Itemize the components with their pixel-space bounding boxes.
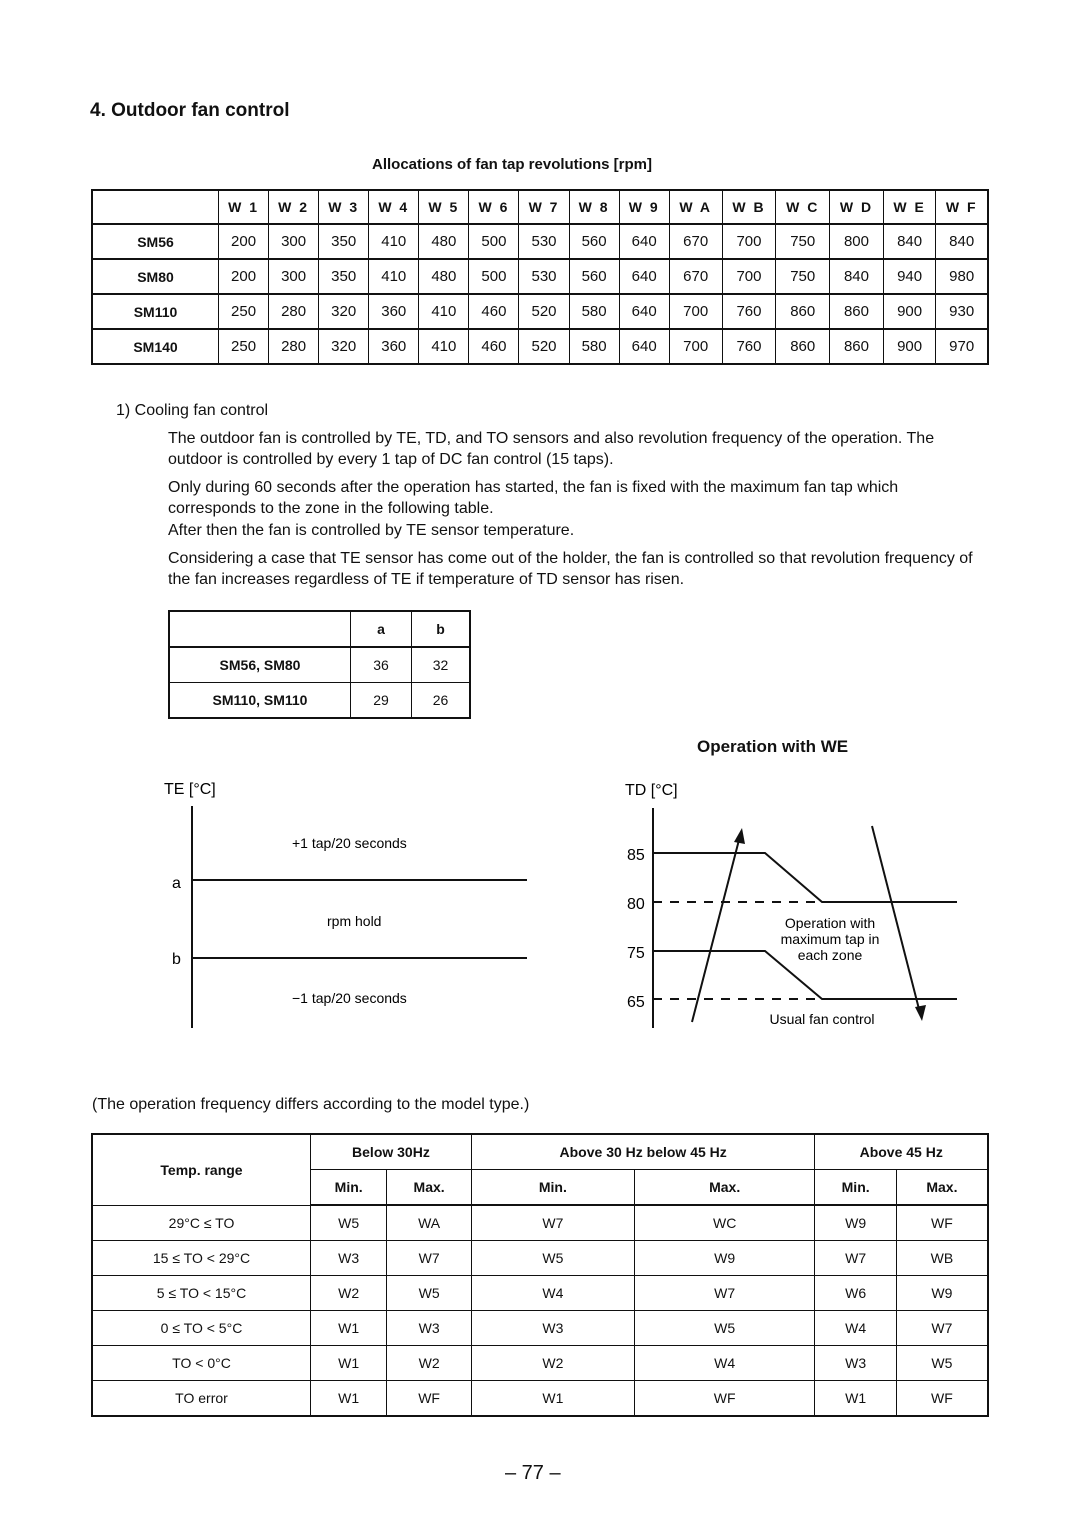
tap-header: W 1 [219, 190, 269, 224]
ab-row-b: 32 [412, 647, 471, 683]
tap-cell: 750 [776, 259, 830, 294]
td-tick-85: 85 [627, 847, 645, 864]
te-zone-hold: rpm hold [327, 913, 382, 929]
ab-row-a: 36 [351, 647, 412, 683]
tap-header: W C [776, 190, 830, 224]
cooling-heading: 1) Cooling fan control [116, 402, 269, 419]
freq-row [92, 1311, 988, 1346]
td-rise-arrowhead [734, 828, 745, 844]
tap-cell: 410 [369, 259, 419, 294]
tap-header: W 8 [569, 190, 619, 224]
tap-cell: 760 [722, 294, 776, 329]
tap-cell: 900 [883, 294, 936, 329]
freq-cell: W7 [471, 1205, 634, 1241]
band-header: Below 30Hz [311, 1134, 472, 1170]
freq-cell: W5 [311, 1205, 387, 1241]
tap-cell: 360 [369, 329, 419, 364]
tap-header: W 7 [519, 190, 569, 224]
freq-cell: W9 [815, 1205, 896, 1241]
tap-row [92, 224, 988, 259]
tap-cell: 930 [936, 294, 988, 329]
tap-cell: 640 [619, 329, 669, 364]
td-tick-65: 65 [627, 994, 645, 1011]
ab-header-a: a [351, 611, 412, 647]
tap-cell: 410 [369, 224, 419, 259]
tap-cell: 640 [619, 259, 669, 294]
freq-cell: W9 [896, 1276, 988, 1311]
te-axis-label: TE [°C] [164, 781, 216, 798]
freq-cell: WA [387, 1205, 472, 1241]
tap-cell: 250 [219, 294, 269, 329]
freq-cell: W3 [471, 1311, 634, 1346]
freq-range: 5 ≤ TO < 15°C [92, 1276, 311, 1311]
td-tick-75: 75 [627, 945, 645, 962]
tap-cell: 560 [569, 259, 619, 294]
ab-row-model: SM56, SM80 [169, 647, 351, 683]
tap-cell: 200 [219, 259, 269, 294]
tap-cell: 700 [722, 224, 776, 259]
tap-header: W 3 [319, 190, 369, 224]
tap-row-model: SM140 [92, 329, 219, 364]
freq-range: TO < 0°C [92, 1346, 311, 1381]
tap-header: W 9 [619, 190, 669, 224]
tap-row-model: SM56 [92, 224, 219, 259]
tap-cell: 560 [569, 224, 619, 259]
freq-cell: W1 [311, 1381, 387, 1417]
tap-cell: 410 [419, 329, 469, 364]
tap-header: W F [936, 190, 988, 224]
freq-cell: W7 [896, 1311, 988, 1346]
tap-cell: 350 [319, 224, 369, 259]
band-header: Above 30 Hz below 45 Hz [471, 1134, 815, 1170]
tap-header: W 5 [419, 190, 469, 224]
td-zone-diagram [600, 770, 980, 1045]
freq-row [92, 1241, 988, 1276]
ab-row-model: SM110, SM110 [169, 683, 351, 719]
minmax-header: Max. [634, 1170, 815, 1206]
tap-cell: 670 [669, 224, 722, 259]
tap-cell: 300 [269, 224, 319, 259]
ab-header-blank [169, 611, 351, 647]
freq-cell: W3 [387, 1311, 472, 1346]
tap-cell: 640 [619, 224, 669, 259]
minmax-header: Max. [896, 1170, 988, 1206]
tap-cell: 520 [519, 329, 569, 364]
freq-cell: WC [634, 1205, 815, 1241]
tap-cell: 280 [269, 294, 319, 329]
tap-cell: 410 [419, 294, 469, 329]
tap-cell: 840 [830, 259, 884, 294]
ab-row-a: 29 [351, 683, 412, 719]
freq-range: 0 ≤ TO < 5°C [92, 1311, 311, 1346]
tap-cell: 760 [722, 329, 776, 364]
frequency-table [91, 1133, 989, 1417]
freq-cell: W9 [634, 1241, 815, 1276]
tap-cell: 700 [669, 294, 722, 329]
tap-header: W 2 [269, 190, 319, 224]
tap-header-blank [92, 190, 219, 224]
tap-header: W D [830, 190, 884, 224]
freq-row [92, 1276, 988, 1311]
tap-header: W E [883, 190, 936, 224]
tap-cell: 280 [269, 329, 319, 364]
freq-cell: WB [896, 1241, 988, 1276]
freq-cell: W5 [634, 1311, 815, 1346]
tap-cell: 500 [469, 224, 519, 259]
freq-cell: WF [387, 1381, 472, 1417]
tap-cell: 500 [469, 259, 519, 294]
freq-cell: W7 [815, 1241, 896, 1276]
freq-cell: W3 [815, 1346, 896, 1381]
tap-cell: 700 [669, 329, 722, 364]
freq-row [92, 1346, 988, 1381]
freq-cell: W1 [311, 1346, 387, 1381]
cooling-para-2: Only during 60 seconds after the operation has started, the fan is fixed with the maximum fan tap which corresponds to the zone in the following table. [168, 479, 899, 517]
tap-cell: 530 [519, 224, 569, 259]
freq-cell: W2 [471, 1346, 634, 1381]
tap-row-model: SM110 [92, 294, 219, 329]
tap-cell: 480 [419, 259, 469, 294]
tap-cell: 580 [569, 294, 619, 329]
model-type-note: (The operation frequency differs according to the model type.) [92, 1096, 530, 1113]
tap-header: W B [722, 190, 776, 224]
td-axis-label: TD [°C] [625, 782, 678, 799]
ab-row-b: 26 [412, 683, 471, 719]
tap-header: W 6 [469, 190, 519, 224]
tap-cell: 750 [776, 224, 830, 259]
freq-cell: W3 [311, 1241, 387, 1276]
freq-cell: W5 [387, 1276, 472, 1311]
td-tick-80: 80 [627, 896, 645, 913]
td-note-max-3: each zone [797, 947, 863, 963]
freq-cell: W5 [896, 1346, 988, 1381]
page-number: – 77 – [505, 1462, 561, 1484]
freq-cell: W4 [634, 1346, 815, 1381]
te-zone-diagram [150, 770, 550, 1040]
td-note-max-2: maximum tap in [780, 931, 880, 947]
tap-header: W A [669, 190, 722, 224]
tap-cell: 320 [319, 329, 369, 364]
freq-row [92, 1381, 988, 1417]
freq-cell: WF [896, 1205, 988, 1241]
tap-cell: 640 [619, 294, 669, 329]
td-note-max-1: Operation with [784, 915, 876, 931]
tap-cell: 250 [219, 329, 269, 364]
temp-range-header: Temp. range [92, 1134, 311, 1205]
ab-table [168, 610, 471, 719]
tap-cell: 980 [936, 259, 988, 294]
cooling-para-1: The outdoor fan is controlled by TE, TD, and TO sensors and also revolution frequency of the operation. The outdoor is controlled by every 1 tap of DC fan control (15 taps). [168, 430, 935, 468]
freq-cell: W1 [311, 1311, 387, 1346]
freq-cell: W6 [815, 1276, 896, 1311]
tap-cell: 530 [519, 259, 569, 294]
tap-cell: 320 [319, 294, 369, 329]
freq-cell: W1 [815, 1381, 896, 1417]
alloc-table-title: Allocations of fan tap revolutions [rpm] [372, 156, 653, 173]
tap-cell: 360 [369, 294, 419, 329]
td-upper-curve [653, 853, 957, 902]
td-fall-arrow [872, 826, 920, 1013]
tap-cell: 350 [319, 259, 369, 294]
te-zone-up: +1 tap/20 seconds [292, 835, 407, 851]
freq-cell: W4 [471, 1276, 634, 1311]
operation-with-title: Operation with WE [697, 737, 849, 756]
tap-row [92, 329, 988, 364]
tap-cell: 840 [936, 224, 988, 259]
freq-cell: W7 [387, 1241, 472, 1276]
tap-cell: 460 [469, 329, 519, 364]
tap-cell: 860 [776, 294, 830, 329]
freq-cell: W1 [471, 1381, 634, 1417]
tap-cell: 800 [830, 224, 884, 259]
tap-cell: 300 [269, 259, 319, 294]
tap-cell: 900 [883, 329, 936, 364]
td-fall-arrowhead [915, 1005, 926, 1021]
freq-row [92, 1205, 988, 1241]
freq-cell: W2 [311, 1276, 387, 1311]
freq-cell: WF [634, 1381, 815, 1417]
tap-row-model: SM80 [92, 259, 219, 294]
tap-cell: 520 [519, 294, 569, 329]
fan-tap-table [91, 189, 989, 365]
freq-cell: WF [896, 1381, 988, 1417]
ab-header-b: b [412, 611, 471, 647]
freq-range: 29°C ≤ TO [92, 1205, 311, 1241]
freq-range: TO error [92, 1381, 311, 1417]
tap-row [92, 294, 988, 329]
te-level-b: b [172, 951, 181, 968]
cooling-para-3: After then the fan is controlled by TE sensor temperature. [168, 522, 575, 539]
tap-cell: 860 [830, 294, 884, 329]
minmax-header: Min. [471, 1170, 634, 1206]
freq-cell: W2 [387, 1346, 472, 1381]
tap-cell: 480 [419, 224, 469, 259]
td-note-usual: Usual fan control [769, 1011, 875, 1027]
tap-cell: 700 [722, 259, 776, 294]
freq-cell: W4 [815, 1311, 896, 1346]
tap-header: W 4 [369, 190, 419, 224]
tap-cell: 860 [776, 329, 830, 364]
section-title: 4. Outdoor fan control [90, 100, 290, 121]
te-zone-down: −1 tap/20 seconds [292, 990, 407, 1006]
freq-cell: W7 [634, 1276, 815, 1311]
minmax-header: Min. [815, 1170, 896, 1206]
tap-cell: 940 [883, 259, 936, 294]
tap-cell: 840 [883, 224, 936, 259]
te-level-a: a [172, 875, 181, 892]
tap-cell: 670 [669, 259, 722, 294]
tap-cell: 200 [219, 224, 269, 259]
tap-cell: 460 [469, 294, 519, 329]
td-rise-arrow [692, 836, 740, 1022]
minmax-header: Max. [387, 1170, 472, 1206]
tap-cell: 970 [936, 329, 988, 364]
tap-cell: 580 [569, 329, 619, 364]
band-header: Above 45 Hz [815, 1134, 988, 1170]
cooling-para-4: Considering a case that TE sensor has come out of the holder, the fan is controlled so that revolution frequency of the fan increases regardless of TE if temperature of TD sensor has risen. [168, 550, 973, 588]
minmax-header: Min. [311, 1170, 387, 1206]
freq-range: 15 ≤ TO < 29°C [92, 1241, 311, 1276]
tap-row [92, 259, 988, 294]
tap-cell: 860 [830, 329, 884, 364]
freq-cell: W5 [471, 1241, 634, 1276]
